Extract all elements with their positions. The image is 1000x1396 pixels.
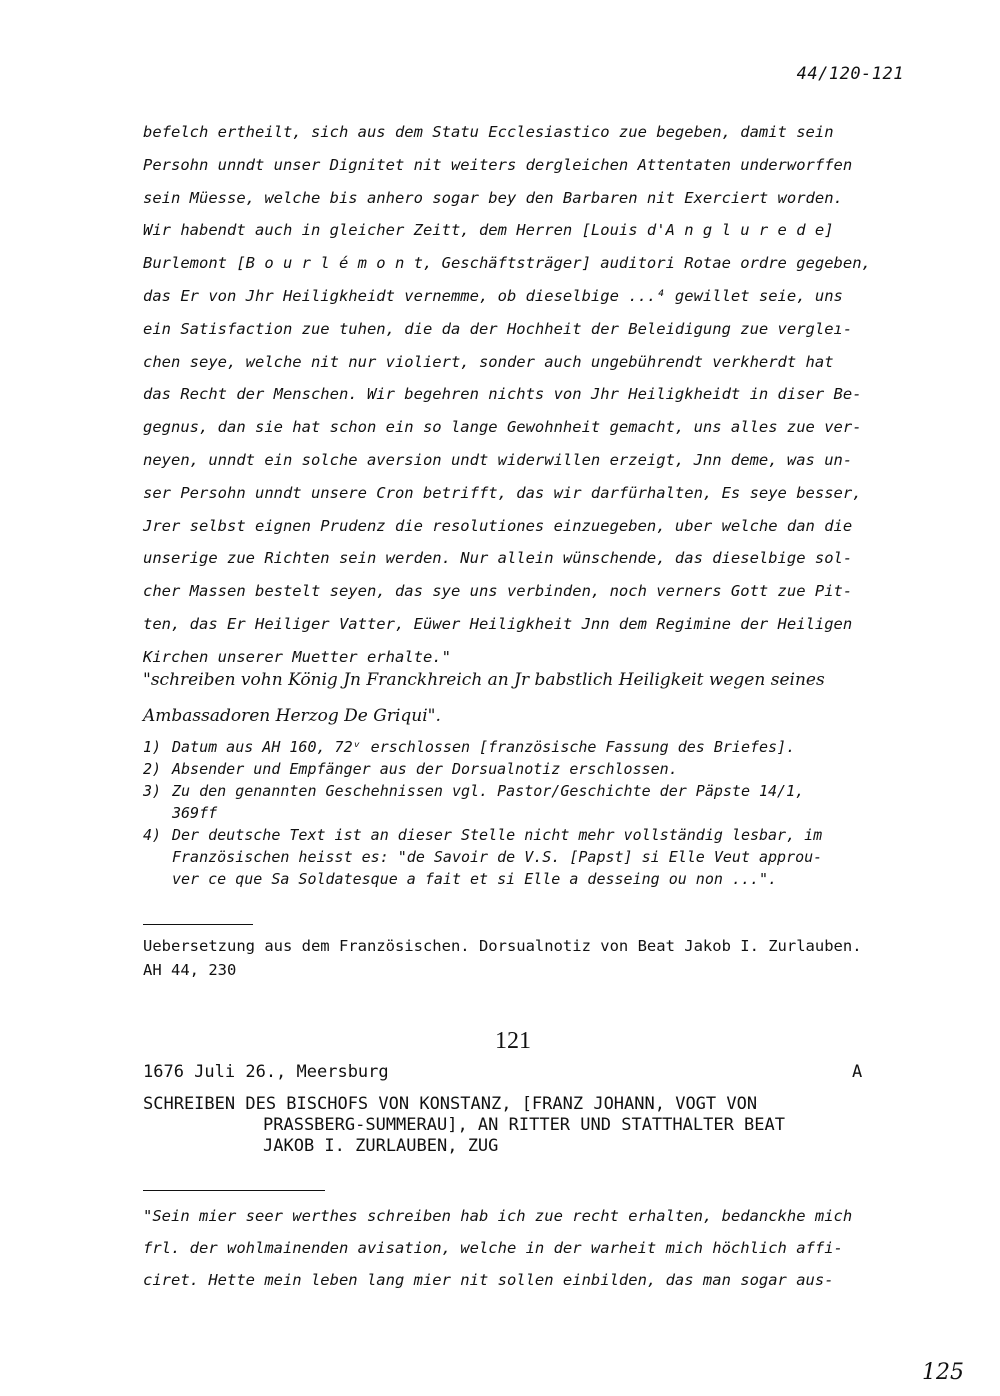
- footnote-line: Absender und Empfänger aus der Dorsualnotiz erschlossen.: [172, 760, 678, 778]
- footnote-line: Französischen heisst es: "de Savoir de V.S. [Papst] si Elle Veut approu-: [172, 848, 823, 866]
- footnote-text: [172, 824, 928, 890]
- letter-line: ciret. Hette mein leben lang mier nit sollen einbilden, das man sogar aus-: [143, 1271, 834, 1289]
- footnote-line: 369ff: [172, 804, 218, 822]
- footnote-number: 1): [143, 738, 162, 756]
- footnote: [143, 780, 928, 824]
- body-line: ein Satisfaction zue tuhen, die da der Hochheit der Beleidigung zue vergleı-: [143, 319, 853, 338]
- letter-line: "Sein mier seer werthes schreiben hab ich zue recht erhalten, bedanckhe mich: [143, 1207, 853, 1225]
- document-classification: A: [852, 1062, 863, 1082]
- footnote-line: Zu den genannten Geschehnissen vgl. Pastor/Geschichte der Päpste 14/1,: [172, 782, 805, 800]
- body-line: Kirchen unserer Muetter erhalte.": [143, 647, 451, 666]
- body-line: cher Massen bestelt seyen, das sye uns verbinden, noch verners Gott zue Pit-: [143, 582, 853, 601]
- body-line: gegnus, dan sie hat schon ein so lange Gewohnheit gemacht, uns alles zue ver-: [143, 418, 862, 437]
- footnote-line: Datum aus AH 160, 72ᵛ erschlossen [französische Fassung des Briefes].: [172, 738, 796, 756]
- document-number: 121: [495, 1028, 531, 1054]
- footnote-text: [172, 758, 928, 780]
- footnotes: [143, 736, 928, 890]
- footnote: [143, 824, 928, 890]
- separator-rule: [143, 1190, 325, 1191]
- body-line: Jrer selbst eignen Prudenz die resolutiones einzuegeben, uber welche dan die: [143, 516, 853, 535]
- page-number: 44/120-121: [796, 64, 904, 84]
- document-title: [143, 1094, 903, 1157]
- letter-line: frl. der wohlmainenden avisation, welche in der warheit mich höchlich affi-: [143, 1239, 843, 1257]
- body-line: ser Persohn unndt unsere Cron betrifft, das wir darfürhalten, Es seye besser,: [143, 483, 862, 502]
- body-line: sein Müesse, welche bis anhero sogar bey den Barbaren nit Exerciert worden.: [143, 188, 843, 207]
- body-line: Wir habendt auch in gleicher Zeitt, dem Herren [Louis d'A n g l u r e d e]: [143, 221, 834, 240]
- source-note-line: AH 44, 230: [143, 961, 237, 979]
- body-line: Burlemont [B o u r l é m o n t, Geschäftsträger] auditori Rotae ordre gegeben,: [143, 254, 871, 273]
- footnote-number: 2): [143, 760, 162, 778]
- footnote-number: 3): [143, 782, 162, 800]
- footnote-line: ver ce que Sa Soldatesque a fait et si Elle a desseing ou non ...".: [172, 870, 778, 888]
- body-line: Persohn unndt unser Dignitet nit weiters dergleichen Attentaten underworffen: [143, 155, 853, 174]
- footnote: [143, 736, 928, 758]
- document-title-line: PRASSBERG-SUMMERAU], AN RITTER UND STATTHALTER BEAT: [263, 1115, 785, 1135]
- body-line: das Recht der Menschen. Wir begehren nichts von Jhr Heiligkheidt in diser Be-: [143, 385, 862, 404]
- document-title-line: SCHREIBEN DES BISCHOFS VON KONSTANZ, [FRANZ JOHANN, VOGT VON: [143, 1094, 758, 1114]
- body-line: neyen, unndt ein solche aversion undt widerwillen erzeigt, Jnn deme, was un-: [143, 450, 853, 469]
- separator-rule: [143, 924, 253, 925]
- handwritten-note: [143, 662, 928, 734]
- footnote-text: [172, 780, 928, 824]
- body-line: befelch ertheilt, sich aus dem Statu Ecclesiastico zue begeben, damit sein: [143, 123, 834, 141]
- handwritten-page-stamp: 125: [922, 1360, 964, 1385]
- body-text: [143, 116, 928, 674]
- footnote-line: Der deutsche Text ist an dieser Stelle nicht mehr vollständig lesbar, im: [172, 826, 823, 844]
- body-line: das Er von Jhr Heiligkheidt vernemme, ob dieselbige ...⁴ gewillet seie, uns: [143, 286, 843, 305]
- source-note-line: Uebersetzung aus dem Französischen. Dorsualnotiz von Beat Jakob I. Zurlauben.: [143, 937, 862, 955]
- footnote-number: 4): [143, 826, 162, 844]
- handwritten-line: Ambassadoren Herzog De Griqui".: [143, 706, 441, 726]
- footnote-text: [172, 736, 928, 758]
- document-title-line: JAKOB I. ZURLAUBEN, ZUG: [263, 1136, 499, 1156]
- body-line: chen seye, welche nit nur violiert, sonder auch ungebührendt verkherdt hat: [143, 352, 834, 371]
- handwritten-line: "schreiben vohn König Jn Franckhreich an Jr babstlich Heiligkeit wegen seines: [143, 670, 825, 690]
- footnote: [143, 758, 928, 780]
- document-date-place: 1676 Juli 26., Meersburg: [143, 1062, 389, 1082]
- letter-text: [143, 1200, 928, 1296]
- source-note: [143, 934, 928, 982]
- body-line: ten, das Er Heiliger Vatter, Eüwer Heiligkheit Jnn dem Regimine der Heiligen: [143, 614, 853, 633]
- body-line: unserige zue Richten sein werden. Nur allein wünschende, das dieselbige sol-: [143, 549, 853, 568]
